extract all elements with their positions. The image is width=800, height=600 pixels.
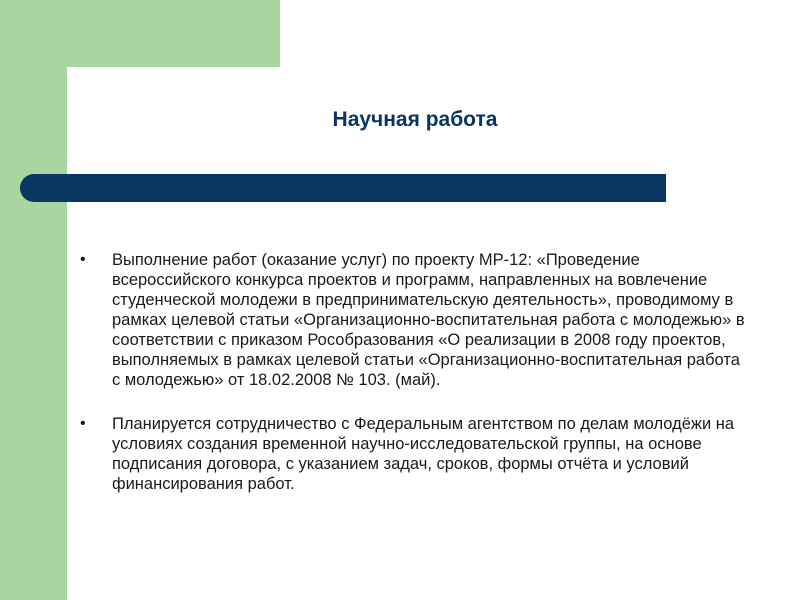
title-divider-bar bbox=[20, 174, 666, 202]
bullet-text: Планируется сотрудничество с Федеральным агентством по делам молодёжи на условиях создания временной научно-исследовательской группы, на основе подписания договора, с указанием задач, сроков, формы отчёта и условий финансирования работ. bbox=[112, 415, 735, 493]
green-accent-left bbox=[0, 0, 67, 600]
bullet-text: Выполнение работ (оказание услуг) по проекту МР-12: «Проведение всероссийского конкурса проектов и программ, направленных на вовлечение студенческой молодежи в предпринимательскую деятельность», проводимому в рамках целевой статьи «Организационно-воспитательная работа с молодежью» в соответствии с приказом Рособразования «О реализации в 2008 году проектов, выполняемых в рамках целевой статьи «Организационно-воспитательная работа с молодежью» от 18.02.2008 № 103. (май). bbox=[112, 251, 745, 389]
bullet-item bbox=[80, 250, 752, 390]
bullet-list bbox=[80, 250, 752, 518]
bullet-item bbox=[80, 414, 752, 494]
green-accent-top bbox=[0, 0, 280, 67]
bullet-dot-icon: • bbox=[80, 251, 86, 268]
slide-title: Научная работа bbox=[332, 108, 498, 131]
bullet-dot-icon: • bbox=[80, 415, 86, 432]
